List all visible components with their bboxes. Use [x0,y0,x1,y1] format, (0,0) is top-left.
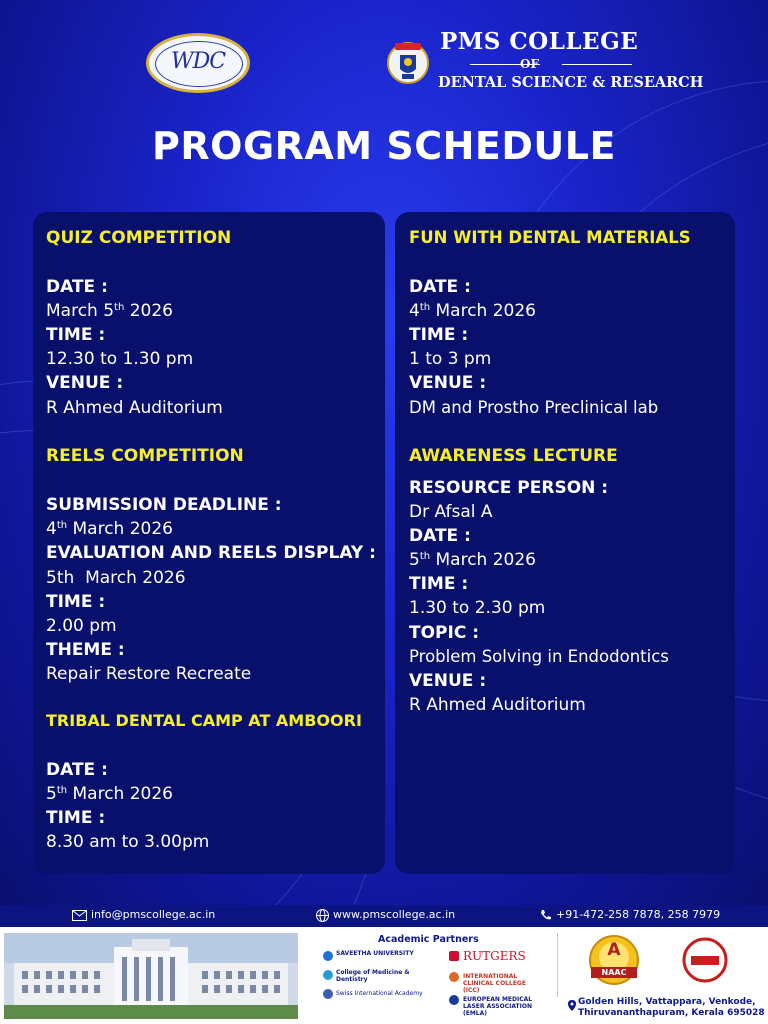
quiz-date-label: DATE : [46,277,108,297]
dsir-label: DSIR [695,947,715,955]
quiz-time-value: 12.30 to 1.30 pm [46,349,194,369]
quiz-heading: QUIZ COMPETITION [46,228,232,248]
quiz-venue-value: R Ahmed Auditorium [46,398,223,418]
college-medicine-logo-icon [323,970,333,980]
footer-divider [557,933,558,997]
globe-icon [316,909,329,922]
partner-swiss-academy: Swiss International Academy [336,990,423,997]
materials-venue-value: DM and Prostho Preclinical lab [409,398,659,417]
lecture-person-label: RESOURCE PERSON : [409,478,609,498]
partner-emla: EUROPEAN MEDICAL LASER ASSOCIATION (EMLA) [463,996,533,1017]
reels-heading: REELS COMPETITION [46,446,244,466]
swiss-academy-logo-icon [323,989,333,999]
lecture-topic-label: TOPIC : [409,623,480,643]
email-link[interactable]: info@pmscollege.ac.in [72,908,215,921]
address [578,997,765,1019]
location-pin-icon [568,1000,576,1011]
icc-logo-icon [449,972,459,982]
reels-deadline-value: 4th March 2026 [46,519,173,539]
lecture-time-label: TIME : [409,574,469,594]
address-line2: Thiruvananthapuram, Kerala 695028 [578,1008,765,1018]
siro-label: SIRO [696,958,714,965]
wdc-logo [146,33,250,93]
camp-date-value: 5th March 2026 [46,784,173,804]
camp-time-value: 8.30 am to 3.00pm [46,832,210,852]
emla-logo-icon [449,995,459,1005]
materials-time-label: TIME : [409,325,469,345]
partner-icc: INTERNATIONAL CLINICAL COLLEGE (ICC) [463,973,526,994]
materials-venue-label: VENUE : [409,373,487,393]
academic-partners-title: Academic Partners [378,934,479,945]
address-line1: Golden Hills, Vattappara, Venkode, [578,997,756,1007]
reels-time-label: TIME : [46,592,106,612]
lecture-time-value: 1.30 to 2.30 pm [409,598,546,618]
divider-rule [562,64,632,65]
footer [0,927,768,1024]
contact-bar [0,905,768,927]
lecture-venue-label: VENUE : [409,671,487,691]
materials-heading: FUN WITH DENTAL MATERIALS [409,228,691,247]
page-title: PROGRAM SCHEDULE [152,124,616,168]
lecture-heading: AWARENESS LECTURE [409,446,618,466]
reels-theme-value: Repair Restore Recreate [46,664,252,684]
reels-deadline-label: SUBMISSION DEADLINE : [46,495,282,515]
materials-date-label: DATE : [409,277,471,297]
lecture-person-value: Dr Afsal A [409,502,493,522]
reels-theme-label: THEME : [46,640,125,660]
lecture-date-label: DATE : [409,526,471,546]
camp-date-label: DATE : [46,760,108,780]
quiz-date-value: March 5th 2026 [46,301,173,321]
partner-saveetha: SAVEETHA UNIVERSITY [336,950,414,957]
partner-college-medicine: College of Medicine & Dentistry [336,969,410,983]
college-subtitle: DENTAL SCIENCE & RESEARCH [438,74,704,91]
lecture-date-value: 5th March 2026 [409,550,536,570]
materials-date-value: 4th March 2026 [409,301,536,321]
phone-icon [540,909,552,921]
college-name-of: OF [520,57,539,71]
reels-eval-label: EVALUATION AND REELS DISPLAY : [46,543,376,563]
campus-building-image [4,933,298,1019]
rutgers-logo-icon [449,951,459,961]
camp-heading: TRIBAL DENTAL CAMP AT AMBOORI [46,711,362,730]
mail-icon [72,910,87,921]
wdc-logo-text: WDC [170,49,226,74]
partner-rutgers: RUTGERS [463,949,526,963]
college-name: PMS COLLEGE [440,28,639,55]
left-schedule-panel [33,212,385,874]
naac-grade: A [607,940,621,960]
lecture-topic-value: Problem Solving in Endodontics [409,647,669,666]
reels-time-value: 2.00 pm [46,616,117,636]
naac-label: NAAC [601,968,627,977]
website-link[interactable]: www.pmscollege.ac.in [316,908,455,922]
materials-time-value: 1 to 3 pm [409,349,492,369]
lecture-venue-value: R Ahmed Auditorium [409,695,586,715]
right-schedule-panel [395,212,735,874]
phone-link[interactable]: +91-472-258 7878, 258 7979 [540,908,720,921]
quiz-time-label: TIME : [46,325,106,345]
saveetha-logo-icon [323,951,333,961]
reels-eval-value: 5th March 2026 [46,568,186,588]
quiz-venue-label: VENUE : [46,373,124,393]
camp-time-label: TIME : [46,808,106,828]
pms-crest-icon [387,37,429,89]
